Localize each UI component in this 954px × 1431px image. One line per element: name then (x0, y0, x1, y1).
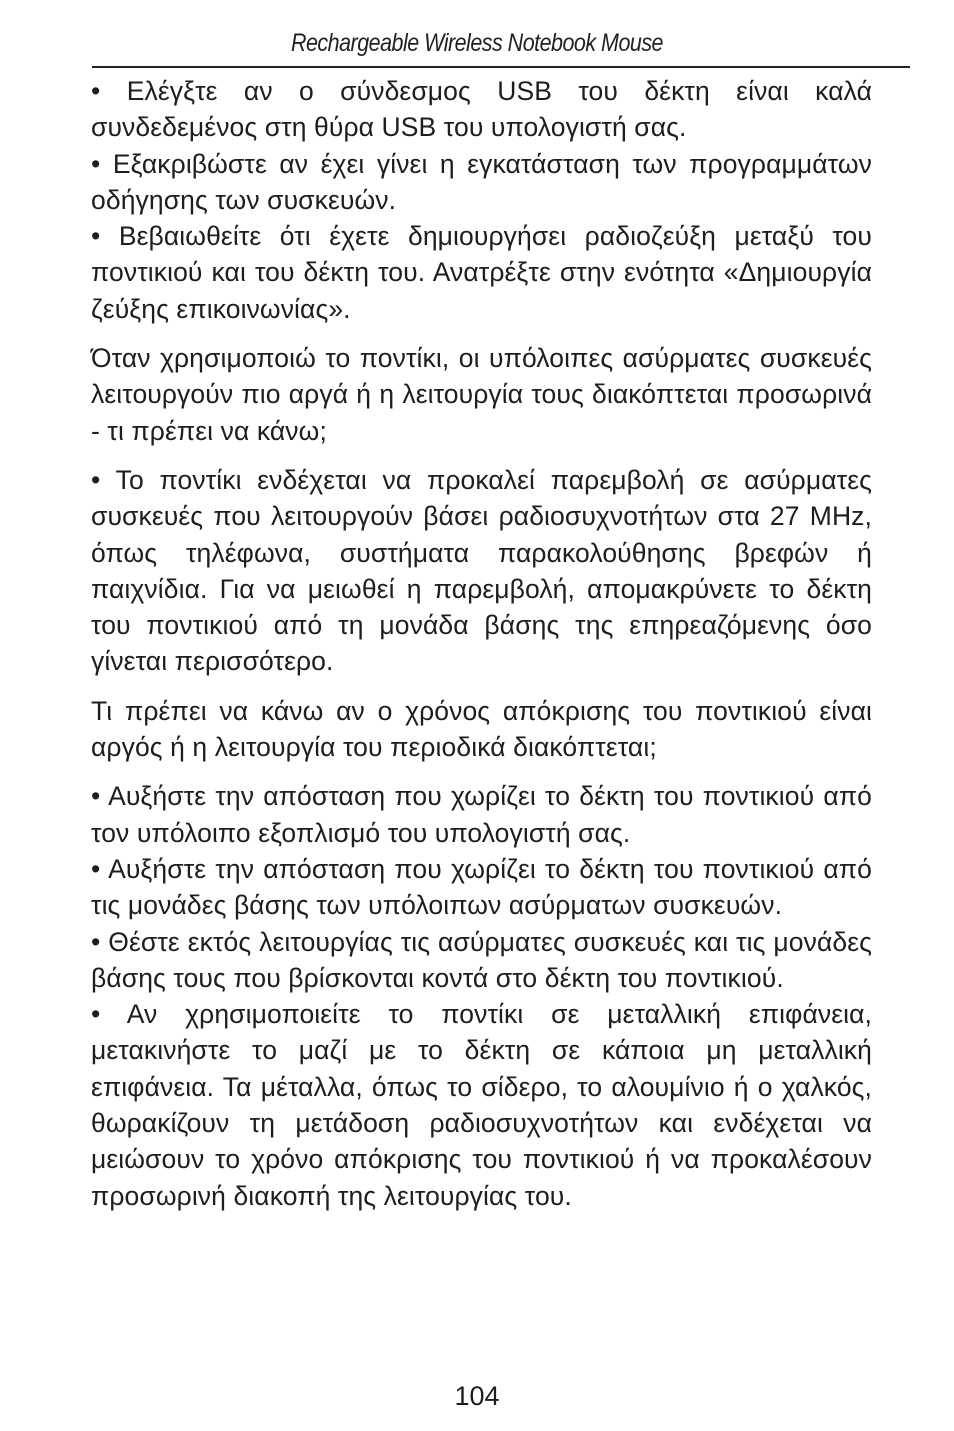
page-number: 104 (454, 1381, 500, 1411)
header-divider (92, 66, 910, 68)
question-interference: Όταν χρησιμοποιώ το ποντίκι, οι υπόλοιπες ασύρματες συσκευές λειτουργούν πιο αργά ή η λειτουργία τους διακόπτεται προσωρινά - τι πρέπει να κάνω; (91, 343, 872, 446)
bullet-interference-answer: • Το ποντίκι ενδέχεται να προκαλεί παρεμβολή σε ασύρματες συσκευές που λειτουργούν βάσει ραδιοσυχνοτήτων στα 27 MHz, όπως τηλέφωνα, συστήματα παρακολούθησης βρεφών ή παιχνίδια. Για να μειωθεί η παρεμβολή, απομακρύνετε το δέκτη του ποντικιού από τη μονάδα βάσης της επηρεαζόμενης όσο γίνεται περισσότερο. (91, 464, 872, 677)
question-slow-response: Τι πρέπει να κάνω αν ο χρόνος απόκρισης του ποντικιού είναι αργός ή η λειτουργία του περιοδικά διακόπτεται; (91, 695, 872, 763)
page-body (91, 73, 872, 1214)
bullet-verify-driver-installation: • Εξακριβώστε αν έχει γίνει η εγκατάσταση των προγραμμάτων οδήγησης των συσκευών. (91, 148, 872, 215)
bullet-check-usb-connection: • Ελέγξτε αν ο σύνδεσμος USB του δέκτη είναι καλά συνδεδεμένος στη θύρα USB του υπολογιστή σας. (91, 76, 872, 143)
bullet-turn-off-wireless-devices: • Θέστε εκτός λειτουργίας τις ασύρματες συσκευές και τις μονάδες βάσης τους που βρίσκονται κοντά στο δέκτη του ποντικιού. (91, 926, 872, 993)
bullet-increase-distance-base-units: • Αυξήστε την απόσταση που χωρίζει το δέκτη του ποντικιού από τις μονάδες βάσης των υπόλοιπων ασύρματων συσκευών. (91, 853, 872, 921)
page-header-title: Rechargeable Wireless Notebook Mouse (290, 29, 664, 57)
bullet-metal-surface: • Αν χρησιμοποιείτε το ποντίκι σε μεταλλική επιφάνεια, μετακινήστε το μαζί με το δέκτη σε κάποια μη μεταλλική επιφάνεια. Τα μέταλλα, όπως το σίδερο, το αλουμίνιο ή ο χαλκός, θωρακίζουν τη μετάδοση ραδιοσυχνοτήτων και ενδέχεται να μειώσουν το χρόνο απόκρισης του ποντικιού ή να προκαλέσουν προσωρινή διακοπή της λειτουργίας του. (91, 999, 872, 1211)
bullet-verify-radio-pairing: • Βεβαιωθείτε ότι έχετε δημιουργήσει ραδιοζεύξη μεταξύ του ποντικιού και του δέκτη του. Ανατρέξτε στην ενότητα «Δημιουργία ζεύξης επικοινωνίας». (91, 221, 872, 324)
bullet-increase-distance-computer: • Αυξήστε την απόσταση που χωρίζει το δέκτη του ποντικιού από τον υπόλοιπο εξοπλισμό του υπολογιστή σας. (91, 781, 872, 848)
